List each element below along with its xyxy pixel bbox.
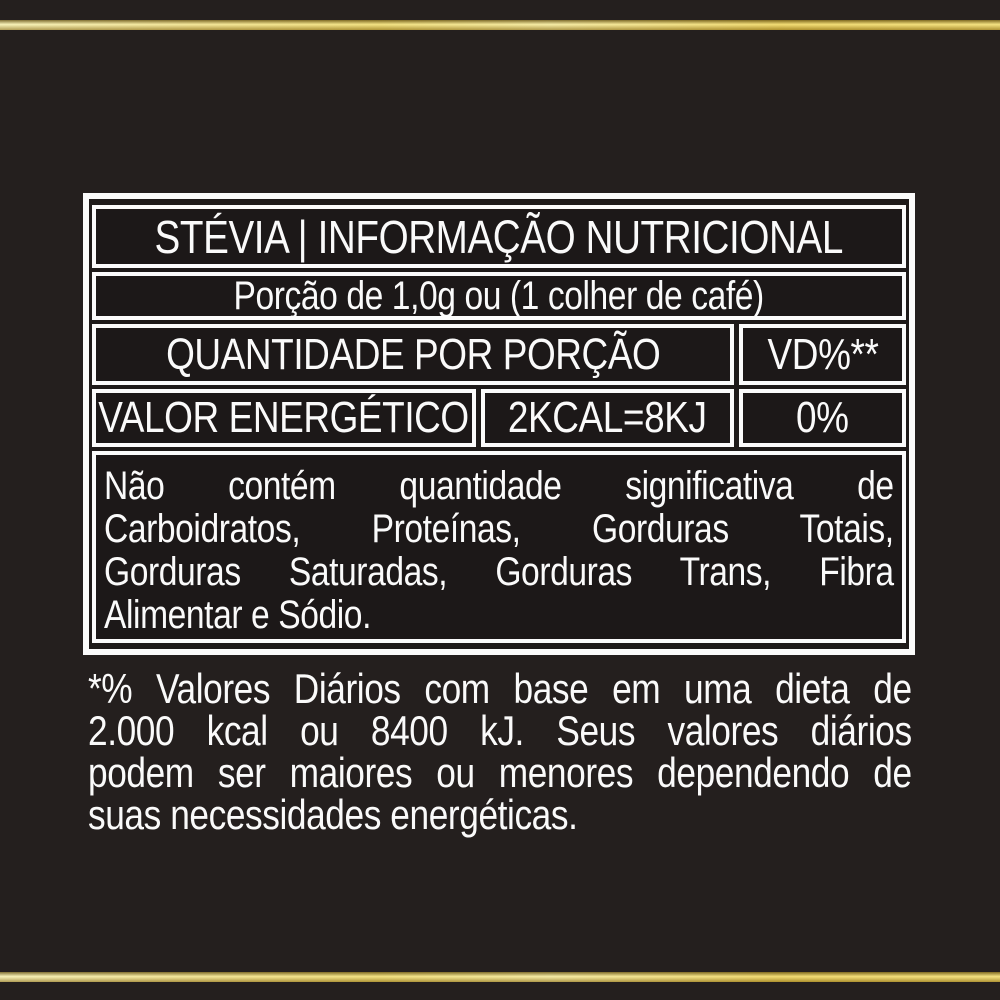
footnote-line-3: podem ser maiores ou menores dependendo de — [88, 749, 912, 796]
quantity-header-cell — [92, 324, 734, 385]
serving-text: Porção de 1,0g ou (1 colher de café) — [233, 273, 765, 318]
footnote — [88, 665, 912, 838]
quantity-header-label: QUANTIDADE POR PORÇÃO — [165, 329, 661, 379]
note-line-3: Gorduras Saturadas, Gorduras Trans, Fibra — [104, 550, 894, 594]
note-line-4: Alimentar e Sódio. — [104, 593, 371, 637]
table-title: STÉVIA | INFORMAÇÃO NUTRICIONAL — [154, 210, 844, 263]
energy-amount: 2KCAL=8KJ — [508, 393, 707, 442]
dv-header-label: VD%** — [767, 329, 878, 379]
footnote-line-2: 2.000 kcal ou 8400 kJ. Seus valores diários — [88, 707, 912, 754]
nutrition-table — [83, 193, 915, 655]
energy-amount-cell — [481, 389, 734, 447]
note-line-2: Carboidratos, Proteínas, Gorduras Totais, — [104, 507, 894, 551]
serving-row — [92, 272, 906, 320]
top-gold-stripe — [0, 20, 1000, 30]
energy-name: VALOR ENERGÉTICO — [98, 393, 470, 442]
energy-name-cell — [92, 389, 476, 447]
note-paragraph — [104, 465, 894, 637]
energy-dv: 0% — [796, 393, 849, 442]
energy-dv-cell — [739, 389, 906, 447]
note-cell — [92, 451, 906, 643]
dv-header-cell — [739, 324, 906, 385]
energy-row — [92, 389, 906, 447]
column-header-row — [92, 324, 906, 385]
footnote-line-4: suas necessidades energéticas. — [88, 791, 578, 838]
bottom-gold-stripe — [0, 972, 1000, 982]
footnote-paragraph — [88, 665, 912, 838]
table-title-row — [92, 205, 906, 268]
note-line-1: Não contém quantidade significativa de — [104, 464, 894, 508]
footnote-line-1: *% Valores Diários com base em uma dieta de — [88, 665, 912, 712]
